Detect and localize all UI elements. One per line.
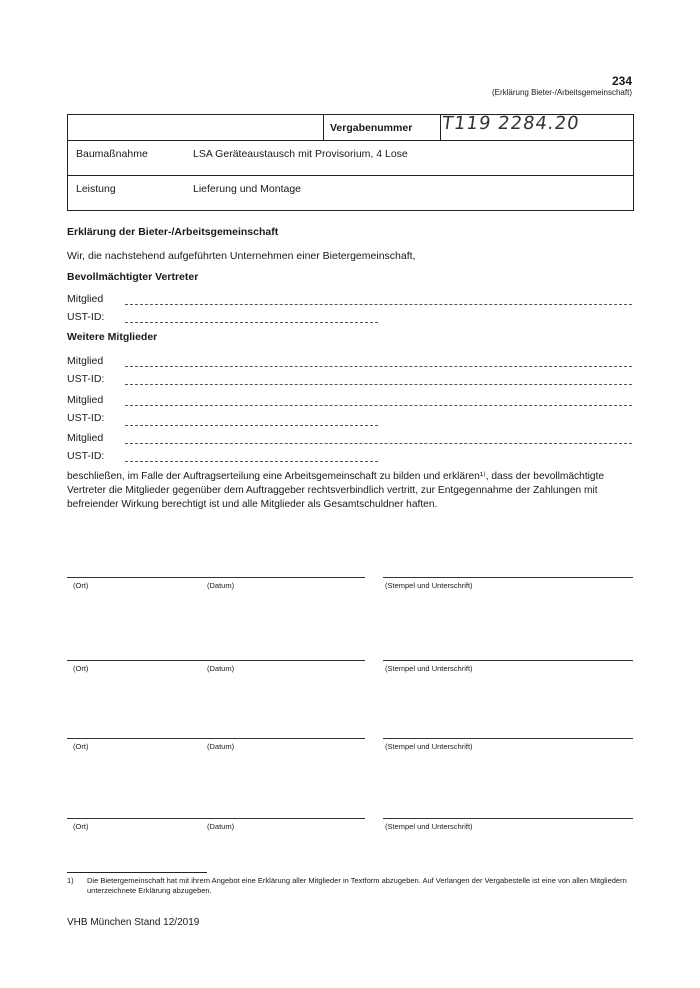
- footnote-text: Die Bietergemeinschaft hat mit ihrem Angebot eine Erklärung aller Mitglieder in Textform abzugeben. Auf Verlangen der Vergabestelle ist eine von allen Mitgliedern unterzeichnete Erklärung abzugeben.: [87, 876, 627, 895]
- form-subtitle: (Erklärung Bieter-/Arbeitsgemeinschaft): [491, 88, 632, 97]
- mitglied-input-line[interactable]: [125, 443, 632, 444]
- section-title: Erklärung der Bieter-/Arbeitsgemeinschaft: [67, 226, 279, 238]
- vergabenummer-label: Vergabenummer: [330, 122, 413, 134]
- mitglied-input-line[interactable]: [125, 405, 632, 406]
- ustid-input-line[interactable]: [125, 384, 632, 385]
- signature-line[interactable]: [383, 818, 633, 819]
- footnote-divider: [67, 872, 207, 873]
- ustid-input-line[interactable]: [125, 322, 378, 323]
- ort-label: (Ort): [73, 822, 89, 831]
- datum-label: (Datum): [207, 822, 235, 831]
- stempel-label: (Stempel und Unterschrift): [385, 581, 473, 590]
- datum-label: (Datum): [207, 581, 235, 590]
- signature-line[interactable]: [383, 577, 633, 578]
- declaration-text: beschließen, im Falle der Auftragserteilung eine Arbeitsgemeinschaft zu bilden und erklären¹⁾, dass der bevollmächtigte Vertreter die Mitglieder gegenüber dem Auftraggeber rechtsverbindlich vertritt, zur Entgegennahme der Zahlungen mit befreiender Wirkung berechtigt ist und alle Mitglieder als Gesamtschuldner haften.: [67, 471, 605, 510]
- ort-label: (Ort): [73, 742, 89, 751]
- ustid-input-line[interactable]: [125, 425, 378, 426]
- further-members-heading: Weitere Mitglieder: [67, 331, 158, 343]
- stempel-label: (Stempel und Unterschrift): [385, 742, 473, 751]
- signature-line[interactable]: [383, 738, 633, 739]
- baumassnahme-label: Baumaßnahme: [76, 148, 148, 160]
- ort-label: (Ort): [73, 664, 89, 673]
- baumassnahme-value: LSA Geräteaustausch mit Provisorium, 4 Lose: [193, 148, 408, 160]
- ustid-label: UST-ID:: [67, 311, 105, 323]
- signature-line[interactable]: [383, 660, 633, 661]
- mitglied-input-line[interactable]: [125, 366, 632, 367]
- ort-datum-line[interactable]: [67, 818, 365, 819]
- ustid-input-line[interactable]: [125, 461, 378, 462]
- footer-text: VHB München Stand 12/2019: [67, 917, 200, 928]
- mitglied-label: Mitglied: [67, 432, 104, 444]
- ustid-label: UST-ID:: [67, 450, 105, 462]
- leistung-value: Lieferung und Montage: [193, 183, 301, 195]
- representative-heading: Bevollmächtigter Vertreter: [67, 271, 199, 283]
- ustid-label: UST-ID:: [67, 412, 105, 424]
- leistung-label: Leistung: [76, 183, 116, 195]
- footnote-marker: 1): [67, 876, 74, 885]
- stempel-label: (Stempel und Unterschrift): [385, 822, 473, 831]
- ort-label: (Ort): [73, 581, 89, 590]
- mitglied-label: Mitglied: [67, 293, 104, 305]
- ort-datum-line[interactable]: [67, 738, 365, 739]
- mitglied-label: Mitglied: [67, 355, 104, 367]
- mitglied-label: Mitglied: [67, 394, 104, 406]
- stempel-label: (Stempel und Unterschrift): [385, 664, 473, 673]
- datum-label: (Datum): [207, 742, 235, 751]
- ort-datum-line[interactable]: [67, 577, 365, 578]
- datum-label: (Datum): [207, 664, 235, 673]
- ustid-label: UST-ID:: [67, 373, 105, 385]
- intro-text: Wir, die nachstehend aufgeführten Unternehmen einer Bietergemeinschaft,: [67, 250, 416, 262]
- page-number: 234: [611, 74, 632, 88]
- mitglied-input-line[interactable]: [125, 304, 632, 305]
- ort-datum-line[interactable]: [67, 660, 365, 661]
- vergabenummer-handwritten: T119 2284.20: [440, 113, 581, 134]
